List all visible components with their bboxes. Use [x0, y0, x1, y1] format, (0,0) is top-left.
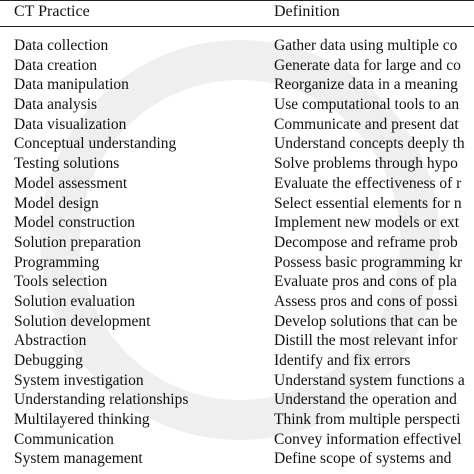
definition-cell: Reorganize data in a meaning [274, 76, 458, 94]
table-row [0, 36, 474, 56]
table-row [0, 194, 474, 214]
definition-cell: Understand concepts deeply th [274, 135, 465, 153]
table-row [0, 312, 474, 332]
table-row [0, 430, 474, 450]
table-row [0, 351, 474, 371]
practice-cell: Solution development [14, 312, 151, 330]
definition-cell: Communicate and present dat [274, 115, 459, 133]
practice-cell: Model construction [14, 214, 135, 232]
table-row [0, 410, 474, 430]
table-row [0, 331, 474, 351]
practice-cell: Abstraction [14, 332, 87, 350]
practice-cell: Tools selection [14, 273, 108, 291]
definition-cell: Distill the most relevant infor [274, 332, 458, 350]
definition-cell: Select essential elements for n [274, 194, 462, 212]
practice-cell: Model assessment [14, 174, 128, 192]
table-row [0, 95, 474, 115]
definition-cell: Understand system functions a [274, 371, 465, 389]
definition-cell: Develop solutions that can be [274, 312, 458, 330]
table-row [0, 233, 474, 253]
practice-cell: Communication [14, 430, 114, 448]
practice-cell: Data analysis [14, 96, 98, 114]
definition-cell: Understand the operation and [274, 391, 457, 409]
table-row [0, 56, 474, 76]
practice-cell: System investigation [14, 371, 144, 389]
definition-cell: Convey information effectivel [274, 430, 462, 448]
table-row [0, 134, 474, 154]
table-row [0, 292, 474, 312]
definition-cell: Use computational tools to an [274, 96, 460, 114]
table-row [0, 253, 474, 273]
table-row [0, 371, 474, 391]
practice-cell: Data visualization [14, 115, 127, 133]
table-row [0, 174, 474, 194]
practice-cell: Data collection [14, 37, 109, 54]
definition-cell: Evaluate pros and cons of pla [274, 273, 457, 291]
definition-cell: Gather data using multiple co [274, 37, 458, 54]
definition-cell: Identify and fix errors [274, 352, 411, 369]
practice-cell: Solution evaluation [14, 292, 135, 310]
definition-cell: Define scope of systems and [274, 450, 452, 468]
table-row [0, 272, 474, 292]
table-row [0, 390, 474, 410]
table-row [0, 449, 474, 469]
definition-cell: Evaluate the effectiveness of r [274, 174, 462, 192]
definition-cell: Decompose and reframe prob [274, 233, 458, 251]
table-row [0, 75, 474, 95]
definition-cell: Solve problems through hypo [274, 155, 458, 173]
practice-cell: Debugging [14, 352, 83, 369]
definition-cell: Generate data for large and co [274, 56, 461, 74]
practice-cell: Conceptual understanding [14, 135, 177, 153]
practice-cell: Multilayered thinking [14, 411, 150, 429]
table-row [0, 213, 474, 233]
table-row [0, 154, 474, 174]
definition-cell: Possess basic programming kr [274, 253, 463, 271]
practice-cell: Data manipulation [14, 76, 129, 94]
practice-cell: Model design [14, 194, 99, 212]
practice-cell: Understanding relationships [14, 391, 189, 409]
table-row [0, 115, 474, 135]
table-body [0, 36, 474, 469]
practice-cell: System management [14, 450, 143, 468]
definition-cell: Assess pros and cons of possi [274, 292, 458, 310]
column-header-practice: CT Practice [14, 3, 90, 20]
practice-cell: Programming [14, 253, 100, 271]
column-header-definition: Definition [274, 3, 340, 20]
practice-cell: Testing solutions [14, 155, 120, 173]
practice-cell: Data creation [14, 56, 98, 74]
practice-cell: Solution preparation [14, 233, 141, 251]
table-header-rule [0, 26, 474, 27]
definition-cell: Implement new models or ext [274, 214, 460, 232]
definition-cell: Think from multiple perspecti [274, 411, 461, 429]
